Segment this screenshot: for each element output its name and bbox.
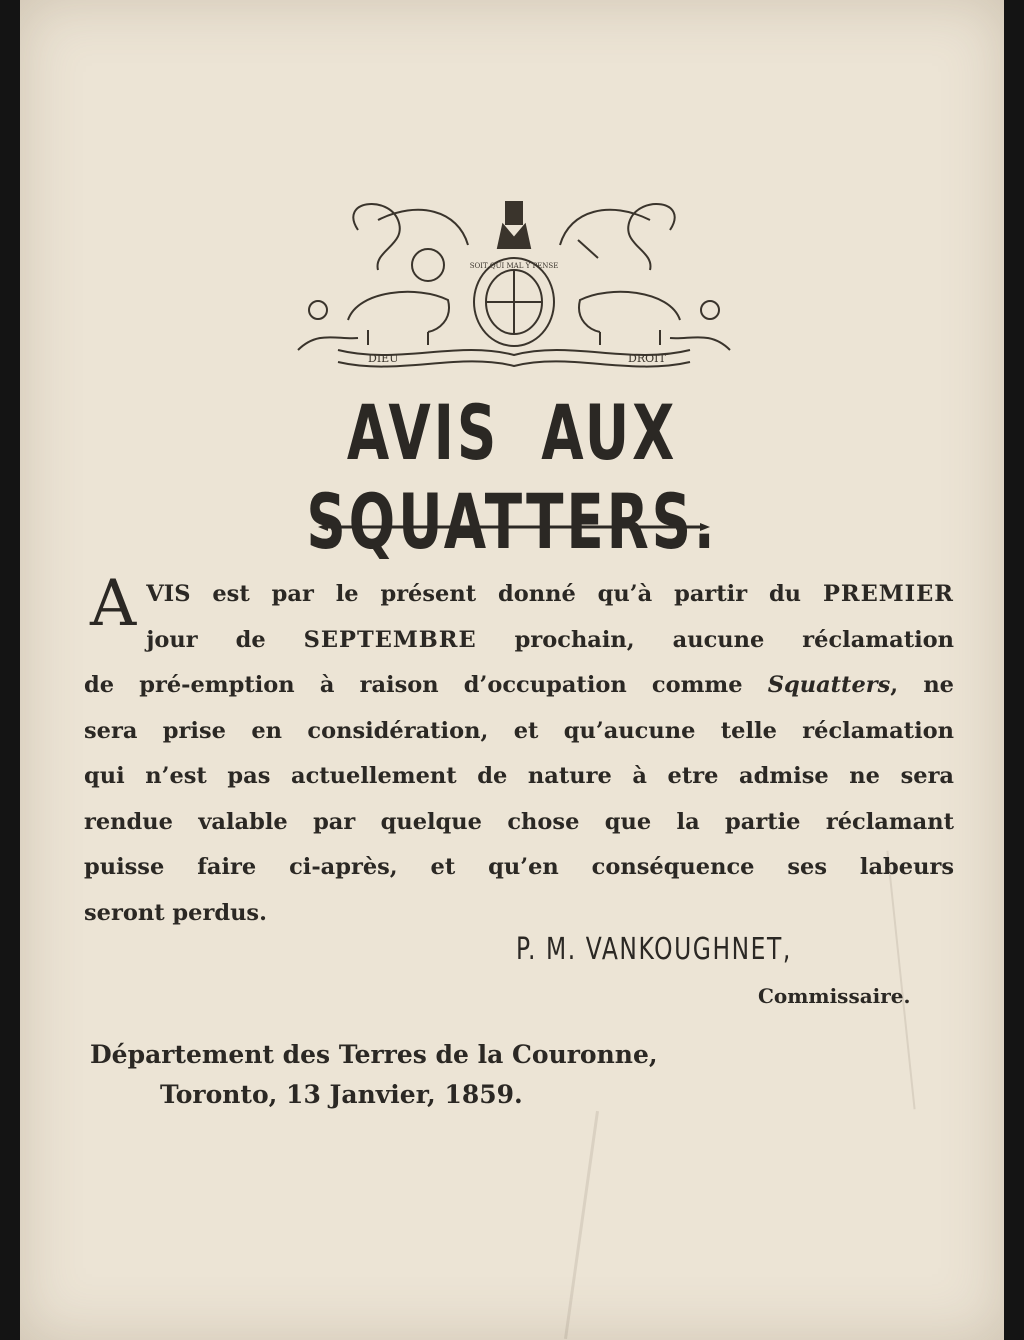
- signature-role: Commissaire.: [758, 984, 911, 1008]
- body-line: VIS est par le présent donné qu’à partir du PREMIER: [146, 581, 954, 607]
- motto-right: DROIT: [628, 352, 666, 365]
- body-line: jour de SEPTEMBRE prochain, aucune réclamation: [146, 626, 954, 653]
- poster-title: AVIS AUX SQUATTERS.: [306, 388, 718, 566]
- drop-cap: A: [90, 567, 137, 641]
- notice-body: [84, 567, 954, 936]
- royal-coat-of-arms-icon: [278, 190, 750, 370]
- signature-name: P. M. VANKOUGHNET,: [516, 932, 792, 967]
- ornamental-rule-icon: [318, 521, 710, 533]
- body-line: sera prise en considération, et qu’aucune telle réclamation: [84, 717, 954, 744]
- body-line: qui n’est pas actuellement de nature à etre admise ne sera: [84, 763, 954, 789]
- body-line: rendue valable par quelque chose que la partie réclamant: [84, 808, 954, 835]
- body-line: seront perdus.: [84, 899, 267, 926]
- motto-left: DIEU: [368, 352, 399, 365]
- place-and-date: Toronto, 13 Janvier, 1859.: [160, 1080, 523, 1109]
- garter-motto: SOIT QUI MAL Y PENSE: [469, 262, 559, 270]
- department-name: Département des Terres de la Couronne,: [90, 1040, 658, 1069]
- paper-crease: [564, 1111, 599, 1339]
- body-line: de pré-emption à raison d’occupation comme Squatters, ne: [84, 672, 954, 698]
- body-line: puisse faire ci-après, et qu’en conséquence ses labeurs: [84, 854, 954, 880]
